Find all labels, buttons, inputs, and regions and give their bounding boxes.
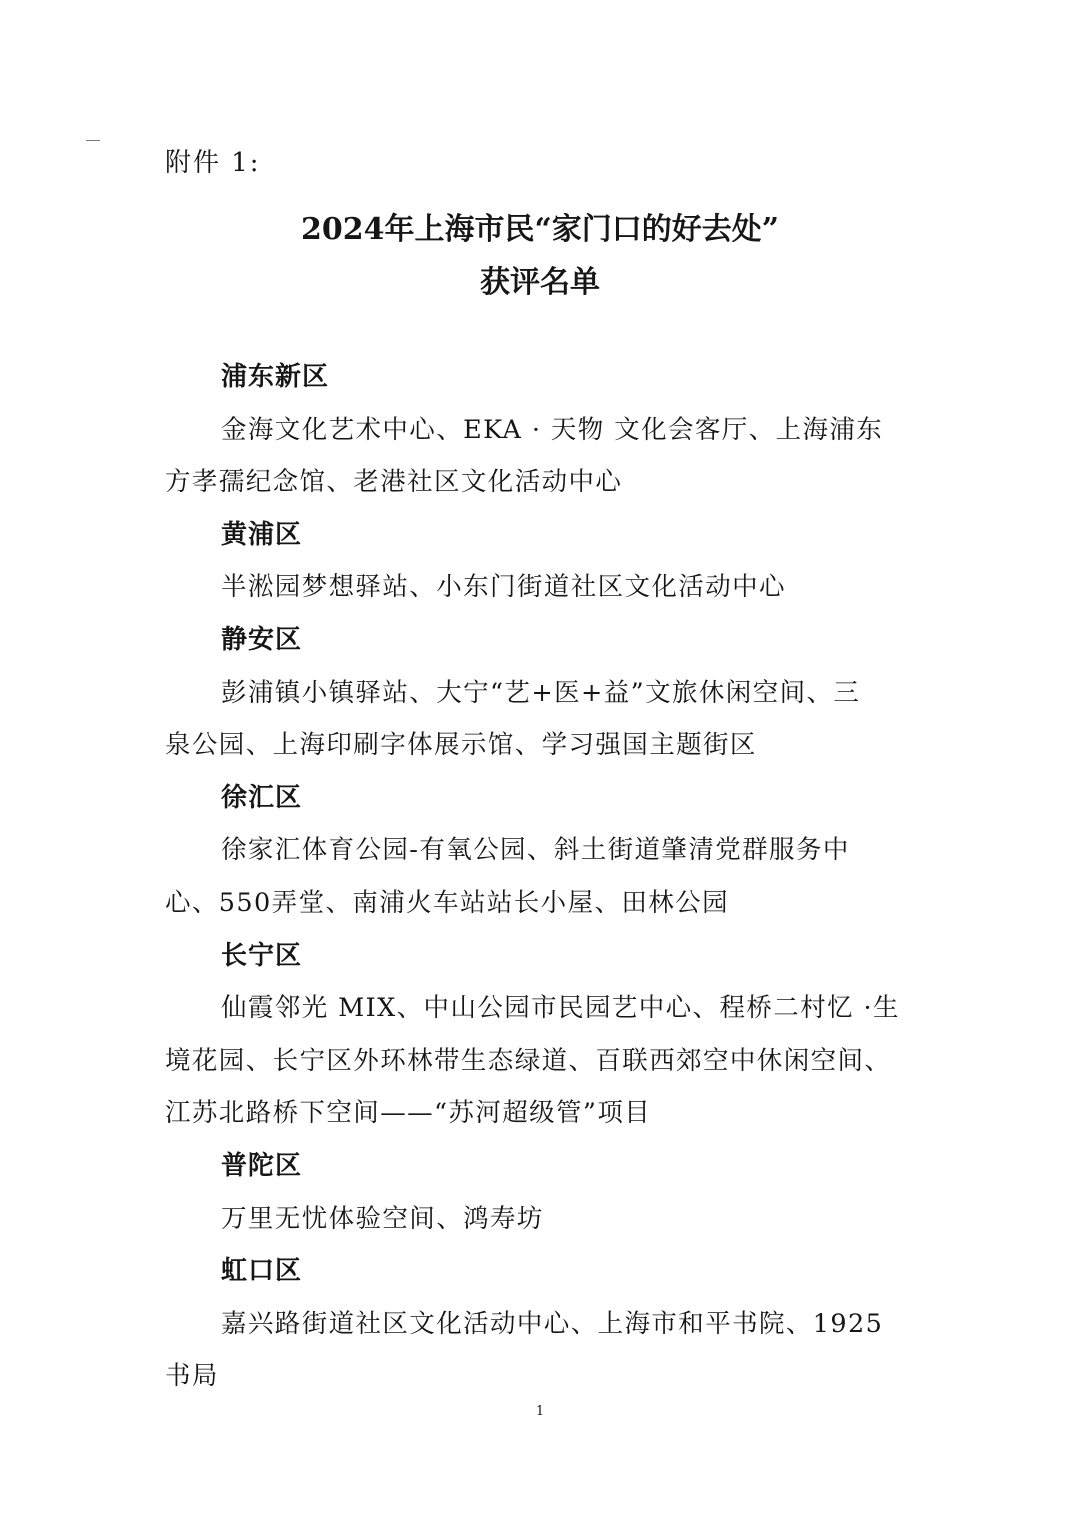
district-venues-line: 嘉兴路街道社区文化活动中心、上海市和平书院、1925 [221,1308,884,1339]
district-venues-line: 江苏北路桥下空间——“苏河超级管”项目 [165,1098,652,1129]
district-venues-line: 泉公园、上海印刷字体展示馆、学习强国主题街区 [165,730,757,761]
document-subtitle: 获评名单 [480,265,600,300]
district-heading: 浦东新区 [221,362,330,392]
district-venues-line: 金海文化艺术中心、EKA · 天物 文化会客厅、上海浦东 [221,414,884,445]
district-heading: 黄浦区 [221,519,303,550]
district-heading: 徐汇区 [221,782,303,813]
district-venues-line: 方孝孺纪念馆、老港社区文化活动中心 [165,467,623,498]
district-venues-line: 彭浦镇小镇驿站、大宁“艺+医+益”文旅休闲空间、三 [221,677,861,708]
district-venues-line: 徐家汇体育公园-有氧公园、斜土街道肇清党群服务中 [221,835,850,866]
district-venues-line: 半淞园梦想驿站、小东门街道社区文化活动中心 [221,572,786,603]
district-heading: 静安区 [221,624,303,655]
attachment-label: 附件 1: [165,148,261,178]
page-number: 1 [535,1404,545,1419]
document-title: 2024年上海市民“家门口的好去处” [300,212,779,247]
district-heading: 普陀区 [221,1150,303,1181]
district-venues-line: 书局 [165,1361,219,1392]
district-venues-line: 心、550弄堂、南浦火车站站长小屋、田林公园 [165,887,729,918]
district-venues-line: 境花园、长宁区外环林带生态绿道、百联西郊空中休闲空间、 [165,1045,892,1076]
district-venues-line: 仙霞邻光 MIX、中山公园市民园艺中心、程桥二村忆 ·生 [221,993,900,1024]
district-venues-line: 万里无忧体验空间、鸿寿坊 [221,1203,544,1234]
district-list [165,351,915,1403]
district-heading: 长宁区 [221,940,303,971]
district-heading: 虹口区 [221,1256,303,1287]
scan-mark [86,140,100,141]
